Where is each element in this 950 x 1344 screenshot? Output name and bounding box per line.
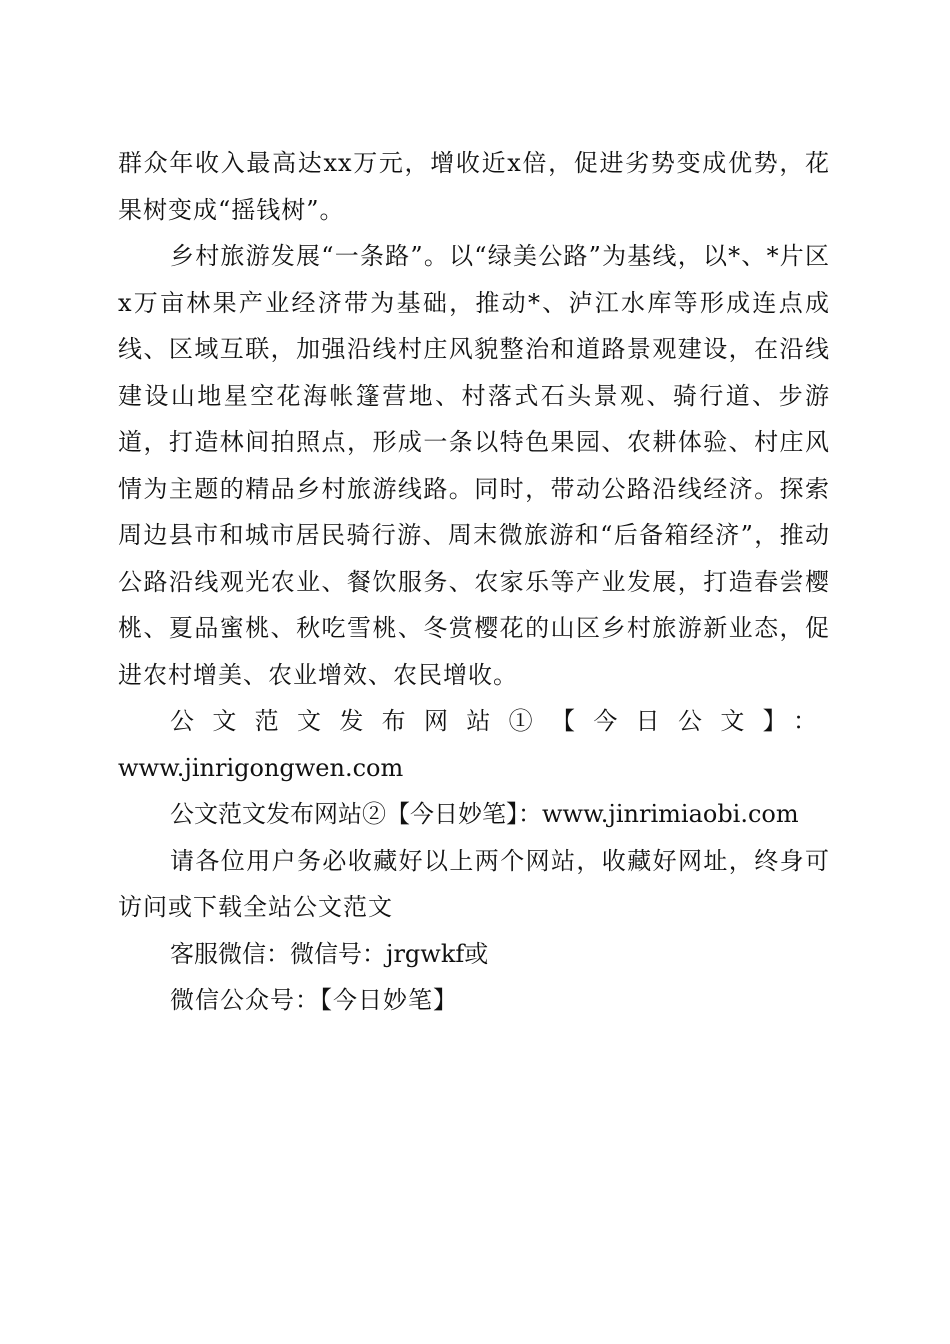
site-1-url[interactable]: www.jinrigongwen.com bbox=[118, 753, 404, 782]
paragraph-rural-tourism: 乡村旅游发展“一条路”。以“绿美公路”为基线，以*、*片区x万亩林果产业经济带为基础，推动*、泸江水库等形成连点成线、区域互联，加强沿线村庄风貌整治和道路景观建设，在沿线建设山地星空花海帐篷营地、村落式石头景观、骑行道、步游道，打造林间拍照点，形成一条以特色果园、农耕体验、村庄风情为主题的精品乡村旅游线路。同时，带动公路沿线经济。探索周边县市和城市居民骑行游、周末微旅游和“后备箱经济”，推动公路沿线观光农业、餐饮服务、农家乐等产业发展，打造春尝樱桃、夏品蜜桃、秋吃雪桃、冬赏樱花的山区乡村旅游新业态，促进农村增美、农业增效、农民增收。 bbox=[118, 242, 830, 689]
customer-service-wechat: 客服微信：微信号：jrgwkf或 bbox=[170, 939, 489, 968]
paragraph-income: 群众年收入最高达xx万元，增收近x倍，促进劣势变成优势，花果树变成“摇钱树”。 bbox=[118, 149, 830, 224]
bookmark-notice: 请各位用户务必收藏好以上两个网站，收藏好网址，终身可访问或下载全站公文范文 bbox=[118, 846, 830, 921]
wechat-official-account: 微信公众号：【今日妙笔】 bbox=[170, 986, 458, 1014]
site-1-label: 公文范文发布网站①【今日公文】： bbox=[170, 707, 830, 735]
document-body bbox=[118, 140, 830, 1024]
site-2-line[interactable]: 公文范文发布网站②【今日妙笔】：www.jinrimiaobi.com bbox=[170, 800, 799, 828]
